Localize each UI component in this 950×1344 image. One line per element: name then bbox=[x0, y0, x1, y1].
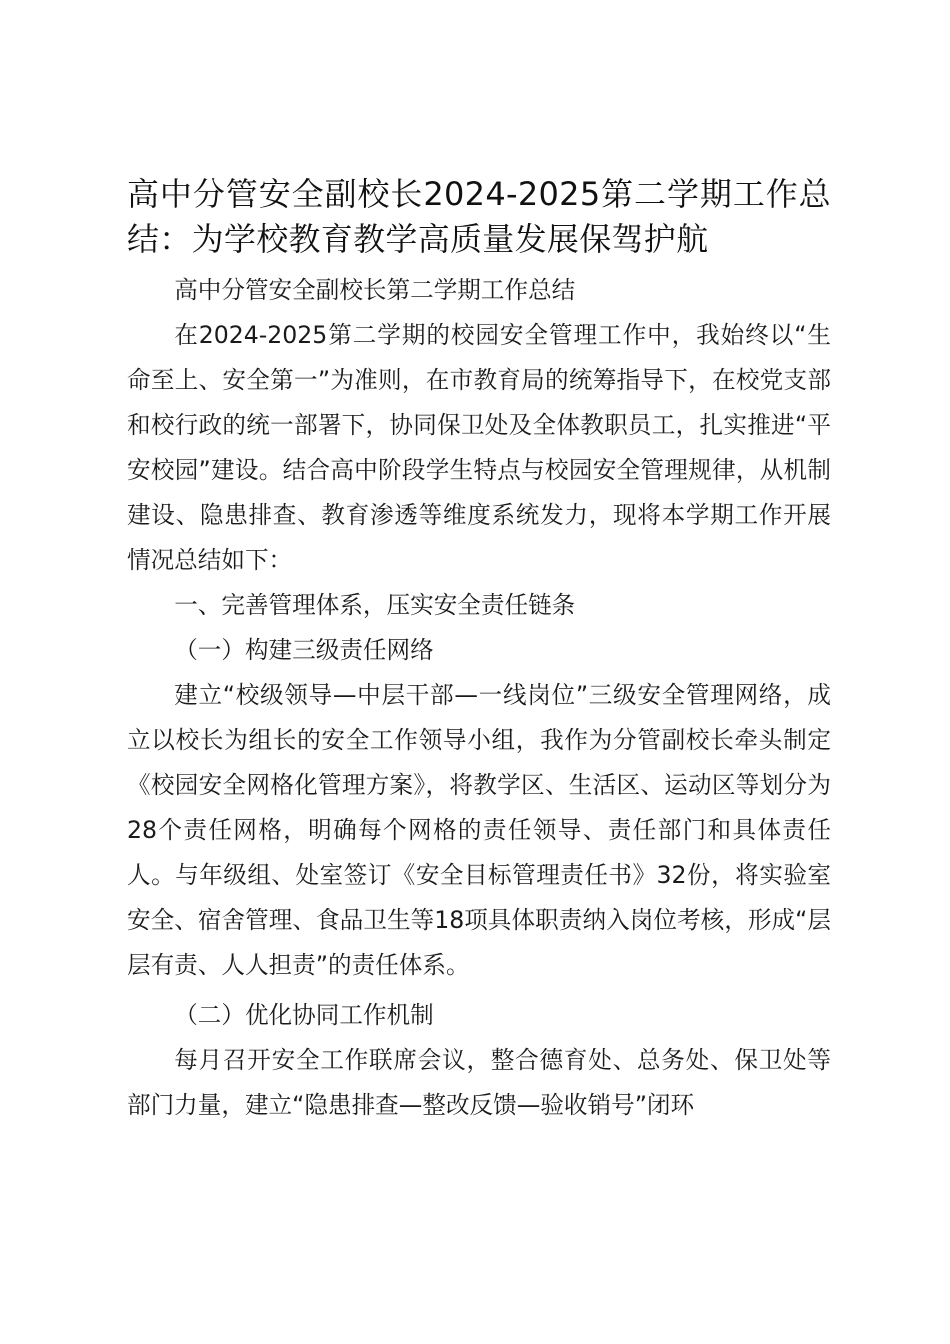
document-body bbox=[127, 172, 831, 1128]
intro-paragraph: 在2024-2025第二学期的校园安全管理工作中，我始终以“生命至上、安全第一”为准则，在市教育局的统筹指导下，在校党支部和校行政的统一部署下，协同保卫处及全体教职员工，扎实推进“平安校园”建设。结合高中阶段学生特点与校园安全管理规律，从机制建设、隐患排查、教育渗透等维度系统发力，现将本学期工作开展情况总结如下： bbox=[127, 321, 831, 574]
document-title: 高中分管安全副校长2024-2025第二学期工作总结：为学校教育教学高质量发展保驾护航 bbox=[127, 175, 831, 258]
body-paragraph-1: 建立“校级领导—中层干部—一线岗位”三级安全管理网络，成立以校长为组长的安全工作领导小组，我作为分管副校长牵头制定《校园安全网格化管理方案》，将教学区、生活区、运动区等划分为28个责任网格，明确每个网格的责任领导、责任部门和具体责任人。与年级组、处室签订《安全目标管理责任书》32份，将实验室安全、宿舍管理、食品卫生等18项具体职责纳入岗位考核，形成“层层有责、人人担责”的责任体系。 bbox=[127, 681, 831, 979]
section-heading-1: 一、完善管理体系，压实安全责任链条 bbox=[174, 591, 576, 619]
subsection-heading-1: （一）构建三级责任网络 bbox=[174, 636, 434, 664]
body-paragraph-2: 每月召开安全工作联席会议，整合德育处、总务处、保卫处等部门力量，建立“隐患排查—整改反馈—验收销号”闭环 bbox=[127, 1046, 831, 1119]
document-subtitle: 高中分管安全副校长第二学期工作总结 bbox=[174, 276, 576, 304]
subsection-heading-2: （二）优化协同工作机制 bbox=[174, 1001, 434, 1029]
